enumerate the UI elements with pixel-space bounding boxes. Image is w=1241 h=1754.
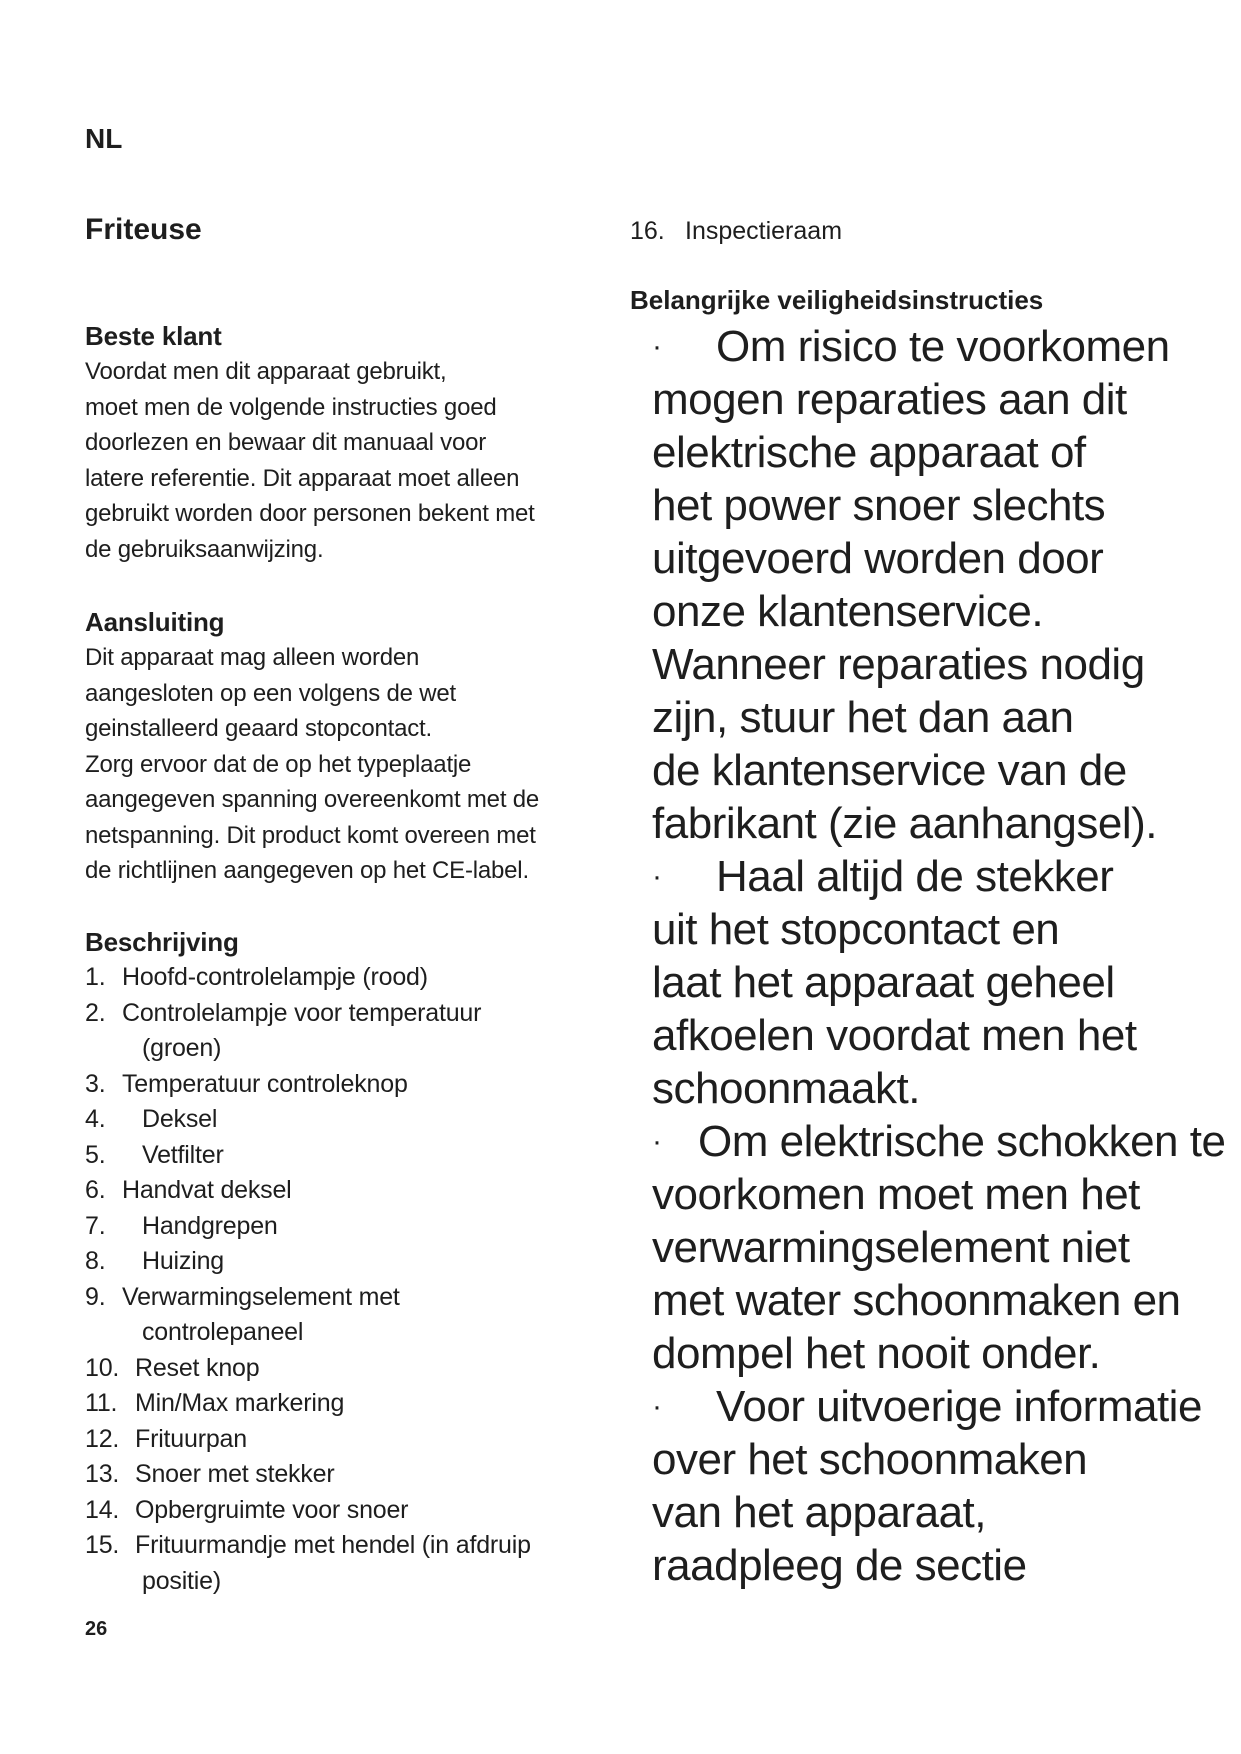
connection-line: Zorg ervoor dat de op het typeplaatje [85, 750, 472, 778]
safety-bullet [652, 1380, 1212, 1592]
intro-line: gebruikt worden door personen bekent met [85, 500, 535, 527]
bullet-dot: · [652, 860, 662, 893]
item-number: 7. [85, 1211, 106, 1240]
item-number: 16. [630, 217, 665, 245]
bullet-dot: · [652, 1390, 662, 1423]
list-item [85, 1493, 605, 1529]
list-item [85, 1280, 605, 1316]
list-item [85, 1351, 605, 1387]
bullet-line: Om risico te voorkomen [716, 322, 1170, 371]
item-text: Snoer met stekker [135, 1460, 335, 1488]
bullet-line: fabrikant (zie aanhangsel). [652, 799, 1158, 848]
language-code: NL [85, 123, 123, 154]
bullet-line: van het apparaat, [652, 1488, 986, 1537]
item-text: controlepaneel [142, 1318, 304, 1346]
list-item-continuation [85, 1315, 605, 1351]
item-text: Hoofd-controlelampje (rood) [122, 963, 428, 991]
page-title: Friteuse [85, 213, 202, 246]
bullet-line: laat het apparaat geheel [652, 958, 1115, 1007]
bullet-line: onze klantenservice. [652, 587, 1044, 636]
intro-line: de gebruiksaanwijzing. [85, 535, 324, 563]
list-item [85, 1138, 605, 1174]
bullet-line: schoonmaakt. [652, 1064, 920, 1113]
item-number: 12. [85, 1424, 120, 1453]
item-text: Deksel [142, 1105, 218, 1133]
list-item [85, 1244, 605, 1280]
list-item [85, 1528, 605, 1564]
item-text: Handgrepen [142, 1211, 278, 1240]
description-heading: Beschrijving [85, 927, 239, 957]
bullet-line: uit het stopcontact en [652, 905, 1060, 954]
bullet-line: over het schoonmaken [652, 1435, 1088, 1484]
bullet-line: dompel het nooit onder. [652, 1329, 1101, 1378]
item-number: 5. [85, 1140, 106, 1169]
item-text: Controlelampje voor temperatuur [122, 998, 482, 1027]
list-item [630, 217, 842, 246]
page-number: 26 [85, 1618, 108, 1640]
list-item [85, 1422, 605, 1458]
bullet-line: verwarmingselement niet [652, 1223, 1130, 1272]
connection-line: geinstalleerd geaard stopcontact. [85, 715, 432, 742]
list-item [85, 1067, 605, 1103]
item-text: Temperatuur controleknop [122, 1069, 408, 1098]
bullet-dot: · [652, 330, 662, 363]
bullet-line: voorkomen moet men het [652, 1170, 1140, 1219]
list-item-continuation [85, 1564, 605, 1600]
connection-line: aangegeven spanning overeenkomt met de [85, 786, 540, 813]
item-text: Min/Max markering [135, 1389, 345, 1417]
safety-heading: Belangrijke veiligheidsinstructies [630, 285, 1044, 315]
list-item [85, 1173, 605, 1209]
item-number: 6. [85, 1176, 106, 1204]
item-number: 2. [85, 998, 106, 1027]
bullet-line: raadpleeg de sectie [652, 1541, 1027, 1590]
item-text: Verwarmingselement met [122, 1282, 400, 1311]
item-text: Frituurmandje met hendel (in afdruip [135, 1531, 531, 1559]
bullet-line: de klantenservice van de [652, 746, 1127, 795]
safety-bullet [652, 320, 1212, 850]
item-text: Frituurpan [135, 1424, 247, 1453]
item-number: 4. [85, 1105, 106, 1133]
item-number: 1. [85, 963, 106, 991]
list-item [85, 1457, 605, 1493]
connection-line: netspanning. Dit product komt overeen met [85, 821, 536, 849]
intro-section [85, 318, 605, 567]
item-number: 15. [85, 1531, 120, 1559]
list-item [85, 1386, 605, 1422]
bullet-line: Om elektrische schokken te [698, 1117, 1226, 1166]
item-text: Handvat deksel [122, 1176, 292, 1204]
item-text: Vetfilter [142, 1140, 224, 1169]
connection-line: de richtlijnen aangegeven op het CE-label. [85, 857, 529, 884]
item-number: 8. [85, 1247, 106, 1275]
list-item [85, 1102, 605, 1138]
safety-instructions [652, 320, 1226, 1592]
bullet-line: het power snoer slechts [652, 481, 1106, 530]
description-section [85, 924, 605, 1599]
list-item [85, 996, 605, 1032]
connection-section [85, 604, 605, 889]
bullet-line: Haal altijd de stekker [716, 852, 1114, 901]
item-number: 14. [85, 1495, 120, 1524]
bullet-line: met water schoonmaken en [652, 1276, 1181, 1325]
item-number: 9. [85, 1282, 106, 1311]
connection-line: Dit apparaat mag alleen worden [85, 644, 420, 671]
list-item [85, 1209, 605, 1245]
intro-line: Voordat men dit apparaat gebruikt, [85, 358, 447, 385]
bullet-line: Voor uitvoerige informatie [716, 1382, 1202, 1431]
safety-bullet [652, 1115, 1226, 1380]
item-text: Inspectieraam [685, 217, 843, 245]
bullet-line: uitgevoerd worden door [652, 534, 1104, 583]
item-text: (groen) [142, 1034, 222, 1062]
bullet-line: elektrische apparaat of [652, 428, 1086, 477]
item-text: Opbergruimte voor snoer [135, 1495, 409, 1524]
parts-list [85, 960, 605, 1599]
list-item [85, 960, 605, 996]
bullet-line: zijn, stuur het dan aan [652, 693, 1074, 742]
item-text: positie) [142, 1566, 221, 1595]
bullet-line: Wanneer reparaties nodig [652, 640, 1145, 689]
safety-bullet [652, 850, 1212, 1115]
item-text: Reset knop [135, 1353, 260, 1382]
intro-line: doorlezen en bewaar dit manuaal voor [85, 429, 487, 456]
intro-heading: Beste klant [85, 321, 222, 351]
connection-line: aangesloten op een volgens de wet [85, 679, 457, 707]
item-number: 11. [85, 1389, 118, 1417]
item-number: 13. [85, 1460, 120, 1488]
intro-line: moet men de volgende instructies goed [85, 393, 497, 421]
item-number: 10. [85, 1353, 120, 1382]
connection-heading: Aansluiting [85, 607, 225, 637]
bullet-line: afkoelen voordat men het [652, 1011, 1137, 1060]
item-text: Huizing [142, 1247, 224, 1275]
bullet-dot: · [652, 1125, 662, 1158]
intro-line: latere referentie. Dit apparaat moet alleen [85, 464, 520, 492]
list-item-continuation [85, 1031, 605, 1067]
bullet-line: mogen reparaties aan dit [652, 375, 1127, 424]
item-number: 3. [85, 1069, 106, 1098]
